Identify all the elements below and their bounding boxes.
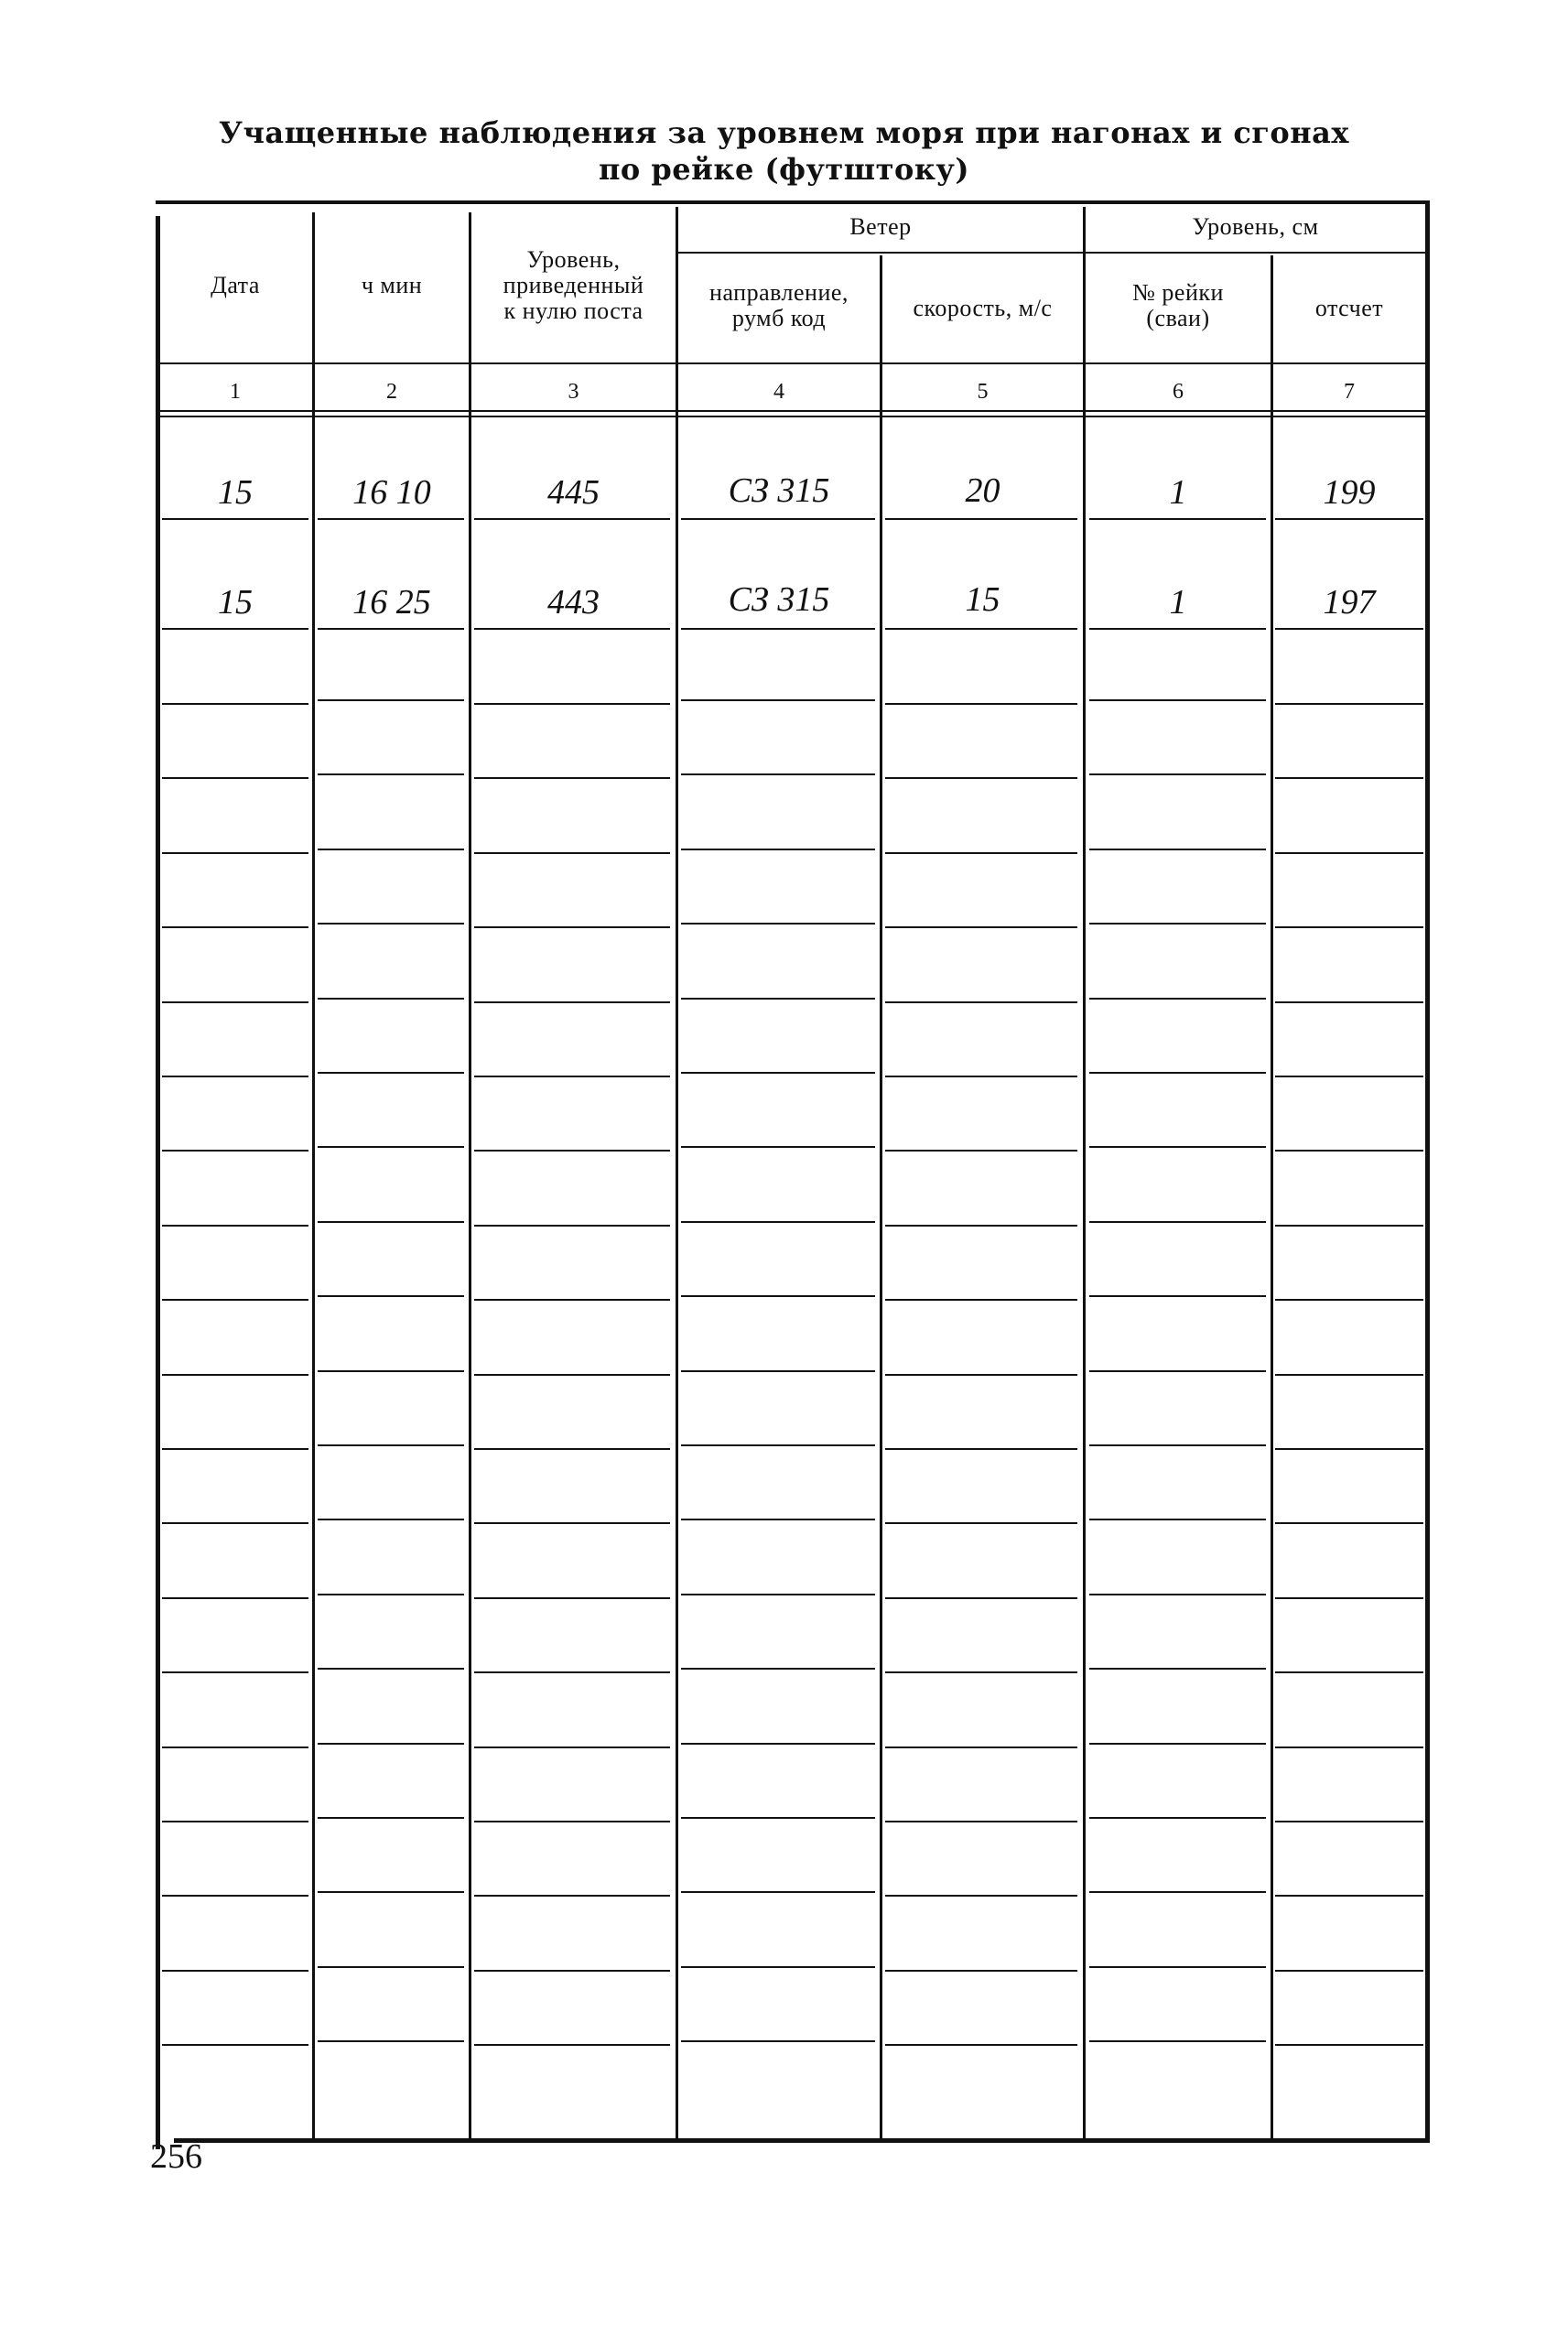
row-rule <box>162 926 308 928</box>
row-rule <box>474 628 670 630</box>
row-rule <box>1089 773 1266 775</box>
row-rule <box>474 703 670 705</box>
row-rule <box>1089 628 1266 630</box>
cell-level: 443 <box>547 583 600 622</box>
cell-time: 16 10 <box>352 473 431 512</box>
row-rule <box>318 1295 464 1297</box>
row-rule <box>681 1072 875 1074</box>
header-level-cm: Уровень, см <box>1192 213 1319 240</box>
header-time: ч мин <box>361 272 423 298</box>
row-rule <box>1089 1444 1266 1446</box>
row-rule <box>1089 1146 1266 1148</box>
body-top-rule <box>160 416 1425 417</box>
cell-wind-direction: СЗ 315 <box>728 471 830 510</box>
row-rule <box>1275 703 1423 705</box>
row-rule <box>681 1966 875 1968</box>
row-rule <box>474 1671 670 1673</box>
row-rule <box>162 1522 308 1524</box>
title-line-2: по рейке (футштоку) <box>598 152 970 187</box>
header-bottom-rule <box>160 362 1425 364</box>
row-rule <box>885 1746 1077 1748</box>
row-rule <box>1275 1374 1423 1376</box>
page-number: 256 <box>150 2137 202 2176</box>
header-wind-direction-line-1: направление, <box>709 279 849 306</box>
header-wind-speed: скорость, м/с <box>913 295 1053 321</box>
row-rule <box>474 1076 670 1077</box>
row-rule <box>681 923 875 925</box>
row-rule <box>1275 1597 1423 1599</box>
column-number: 7 <box>1344 380 1355 404</box>
row-rule <box>885 1225 1077 1227</box>
header-level-line-1: Уровень, <box>526 246 621 273</box>
row-rule <box>1275 1448 1423 1450</box>
row-rule <box>318 1966 464 1968</box>
row-rule <box>1275 852 1423 854</box>
row-rule <box>318 628 464 630</box>
row-rule <box>1089 518 1266 520</box>
row-rule <box>474 1746 670 1748</box>
row-rule <box>162 1374 308 1376</box>
row-rule <box>162 1671 308 1673</box>
row-rule <box>885 1448 1077 1450</box>
row-rule <box>885 1522 1077 1524</box>
row-rule <box>885 1895 1077 1897</box>
row-rule <box>885 703 1077 705</box>
cell-staff-number: 1 <box>1169 473 1187 512</box>
row-rule <box>474 1001 670 1003</box>
column-number: 2 <box>386 380 397 404</box>
row-rule <box>162 1001 308 1003</box>
row-rule <box>318 849 464 850</box>
row-rule <box>162 1448 308 1450</box>
row-rule <box>474 1448 670 1450</box>
row-rule <box>318 518 464 520</box>
row-rule <box>1089 1594 1266 1595</box>
row-rule <box>1275 1076 1423 1077</box>
row-rule <box>1275 1671 1423 1673</box>
column-number: 1 <box>230 380 241 404</box>
row-rule <box>162 2044 308 2046</box>
row-rule <box>318 1072 464 1074</box>
row-rule <box>681 1519 875 1520</box>
row-rule <box>162 1225 308 1227</box>
row-rule <box>318 1146 464 1148</box>
row-rule <box>1275 1746 1423 1748</box>
row-rule <box>885 2044 1077 2046</box>
row-rule <box>474 777 670 779</box>
header-level-reduced <box>471 247 676 324</box>
row-rule <box>474 926 670 928</box>
wind-group-rule <box>677 252 1083 254</box>
row-rule <box>318 2040 464 2042</box>
row-rule <box>681 1743 875 1745</box>
row-rule <box>1275 518 1423 520</box>
column-number: 5 <box>977 380 989 404</box>
cell-wind-speed: 15 <box>965 580 1000 619</box>
row-rule <box>885 628 1077 630</box>
row-rule <box>885 926 1077 928</box>
row-rule <box>885 1671 1077 1673</box>
header-wind: Ветер <box>849 213 912 240</box>
row-rule <box>681 628 875 630</box>
row-rule <box>681 849 875 850</box>
row-rule <box>162 1150 308 1152</box>
row-rule <box>885 777 1077 779</box>
table-top-rule <box>156 200 1430 204</box>
row-rule <box>681 998 875 1000</box>
row-rule <box>318 1668 464 1670</box>
level-group-rule <box>1085 252 1425 254</box>
row-rule <box>1275 1522 1423 1524</box>
row-rule <box>1089 1817 1266 1819</box>
row-rule <box>318 1743 464 1745</box>
row-rule <box>474 1299 670 1301</box>
row-rule <box>318 1817 464 1819</box>
row-rule <box>681 1891 875 1893</box>
row-rule <box>681 1668 875 1670</box>
row-rule <box>1089 998 1266 1000</box>
row-rule <box>681 1221 875 1223</box>
row-rule <box>681 518 875 520</box>
row-rule <box>885 1076 1077 1077</box>
row-rule <box>681 1295 875 1297</box>
row-rule <box>1275 1821 1423 1822</box>
row-rule <box>885 852 1077 854</box>
row-rule <box>318 923 464 925</box>
row-rule <box>1275 2044 1423 2046</box>
row-rule <box>318 699 464 701</box>
row-rule <box>885 518 1077 520</box>
column-number: 3 <box>568 380 579 404</box>
row-rule <box>474 1374 670 1376</box>
cell-wind-speed: 20 <box>965 471 1000 510</box>
cell-date: 15 <box>218 473 253 512</box>
row-rule <box>162 1597 308 1599</box>
header-wind-direction <box>678 280 880 331</box>
row-rule <box>681 1444 875 1446</box>
column-number-rule <box>160 410 1425 412</box>
header-date: Дата <box>211 272 260 298</box>
cell-wind-direction: СЗ 315 <box>728 580 830 619</box>
column-number: 6 <box>1173 380 1184 404</box>
row-rule <box>162 1299 308 1301</box>
row-rule <box>681 1594 875 1595</box>
row-rule <box>1089 1668 1266 1670</box>
column-number: 4 <box>773 380 784 404</box>
row-rule <box>885 1821 1077 1822</box>
row-rule <box>885 1597 1077 1599</box>
row-rule <box>162 777 308 779</box>
row-rule <box>474 1821 670 1822</box>
row-rule <box>681 1370 875 1372</box>
row-rule <box>318 1444 464 1446</box>
cell-staff-number: 1 <box>1169 583 1187 622</box>
row-rule <box>885 1001 1077 1003</box>
row-rule <box>681 2040 875 2042</box>
row-rule <box>681 1817 875 1819</box>
row-rule <box>162 628 308 630</box>
row-rule <box>474 1150 670 1152</box>
row-rule <box>1089 2040 1266 2042</box>
row-rule <box>1275 777 1423 779</box>
header-staff-number <box>1086 280 1271 331</box>
row-rule <box>318 1594 464 1595</box>
row-rule <box>1089 1519 1266 1520</box>
row-rule <box>474 852 670 854</box>
table-right-border <box>1425 203 1430 2140</box>
cell-level: 445 <box>547 473 600 512</box>
row-rule <box>681 699 875 701</box>
row-rule <box>474 1970 670 1972</box>
page-title <box>0 114 1568 188</box>
row-rule <box>162 1970 308 1972</box>
row-rule <box>474 518 670 520</box>
row-rule <box>1275 628 1423 630</box>
row-rule <box>474 2044 670 2046</box>
row-rule <box>1275 1970 1423 1972</box>
row-rule <box>474 1522 670 1524</box>
row-rule <box>1275 1225 1423 1227</box>
row-rule <box>1275 926 1423 928</box>
row-rule <box>318 1519 464 1520</box>
row-rule <box>318 773 464 775</box>
row-rule <box>1089 1966 1266 1968</box>
row-rule <box>474 1225 670 1227</box>
row-rule <box>681 1146 875 1148</box>
cell-date: 15 <box>218 583 253 622</box>
row-rule <box>885 1299 1077 1301</box>
row-rule <box>1089 1891 1266 1893</box>
header-staff-line-1: № рейки <box>1132 279 1224 306</box>
row-rule <box>162 703 308 705</box>
cell-time: 16 25 <box>352 583 431 622</box>
column-divider <box>880 255 882 2138</box>
row-rule <box>1089 923 1266 925</box>
cell-reading: 199 <box>1323 473 1376 512</box>
cell-reading: 197 <box>1323 583 1376 622</box>
row-rule <box>1089 699 1266 701</box>
row-rule <box>318 998 464 1000</box>
row-rule <box>1275 1299 1423 1301</box>
row-rule <box>318 1221 464 1223</box>
row-rule <box>1089 1370 1266 1372</box>
row-rule <box>1089 1221 1266 1223</box>
row-rule <box>318 1370 464 1372</box>
row-rule <box>885 1374 1077 1376</box>
row-rule <box>885 1970 1077 1972</box>
column-divider <box>1271 255 1273 2138</box>
header-level-line-3: к нулю поста <box>503 297 643 324</box>
row-rule <box>162 518 308 520</box>
header-wind-direction-line-2: румб код <box>731 305 827 331</box>
row-rule <box>681 773 875 775</box>
row-rule <box>162 852 308 854</box>
row-rule <box>162 1746 308 1748</box>
row-rule <box>1275 1001 1423 1003</box>
header-level-line-2: приведенный <box>503 272 644 298</box>
row-rule <box>885 1150 1077 1152</box>
row-rule <box>318 1891 464 1893</box>
title-line-1: Учащенные наблюдения за уровнем моря при нагонах и сгонах <box>219 115 1349 150</box>
row-rule <box>1089 849 1266 850</box>
row-rule <box>162 1821 308 1822</box>
row-rule <box>1275 1150 1423 1152</box>
row-rule <box>1089 1743 1266 1745</box>
row-rule <box>1275 1895 1423 1897</box>
table-bottom-rule <box>174 2138 1430 2143</box>
row-rule <box>1089 1295 1266 1297</box>
row-rule <box>474 1597 670 1599</box>
row-rule <box>1089 1072 1266 1074</box>
header-staff-line-2: (сваи) <box>1146 305 1210 331</box>
row-rule <box>162 1076 308 1077</box>
row-rule <box>162 1895 308 1897</box>
header-reading: отсчет <box>1314 295 1384 321</box>
row-rule <box>474 1895 670 1897</box>
